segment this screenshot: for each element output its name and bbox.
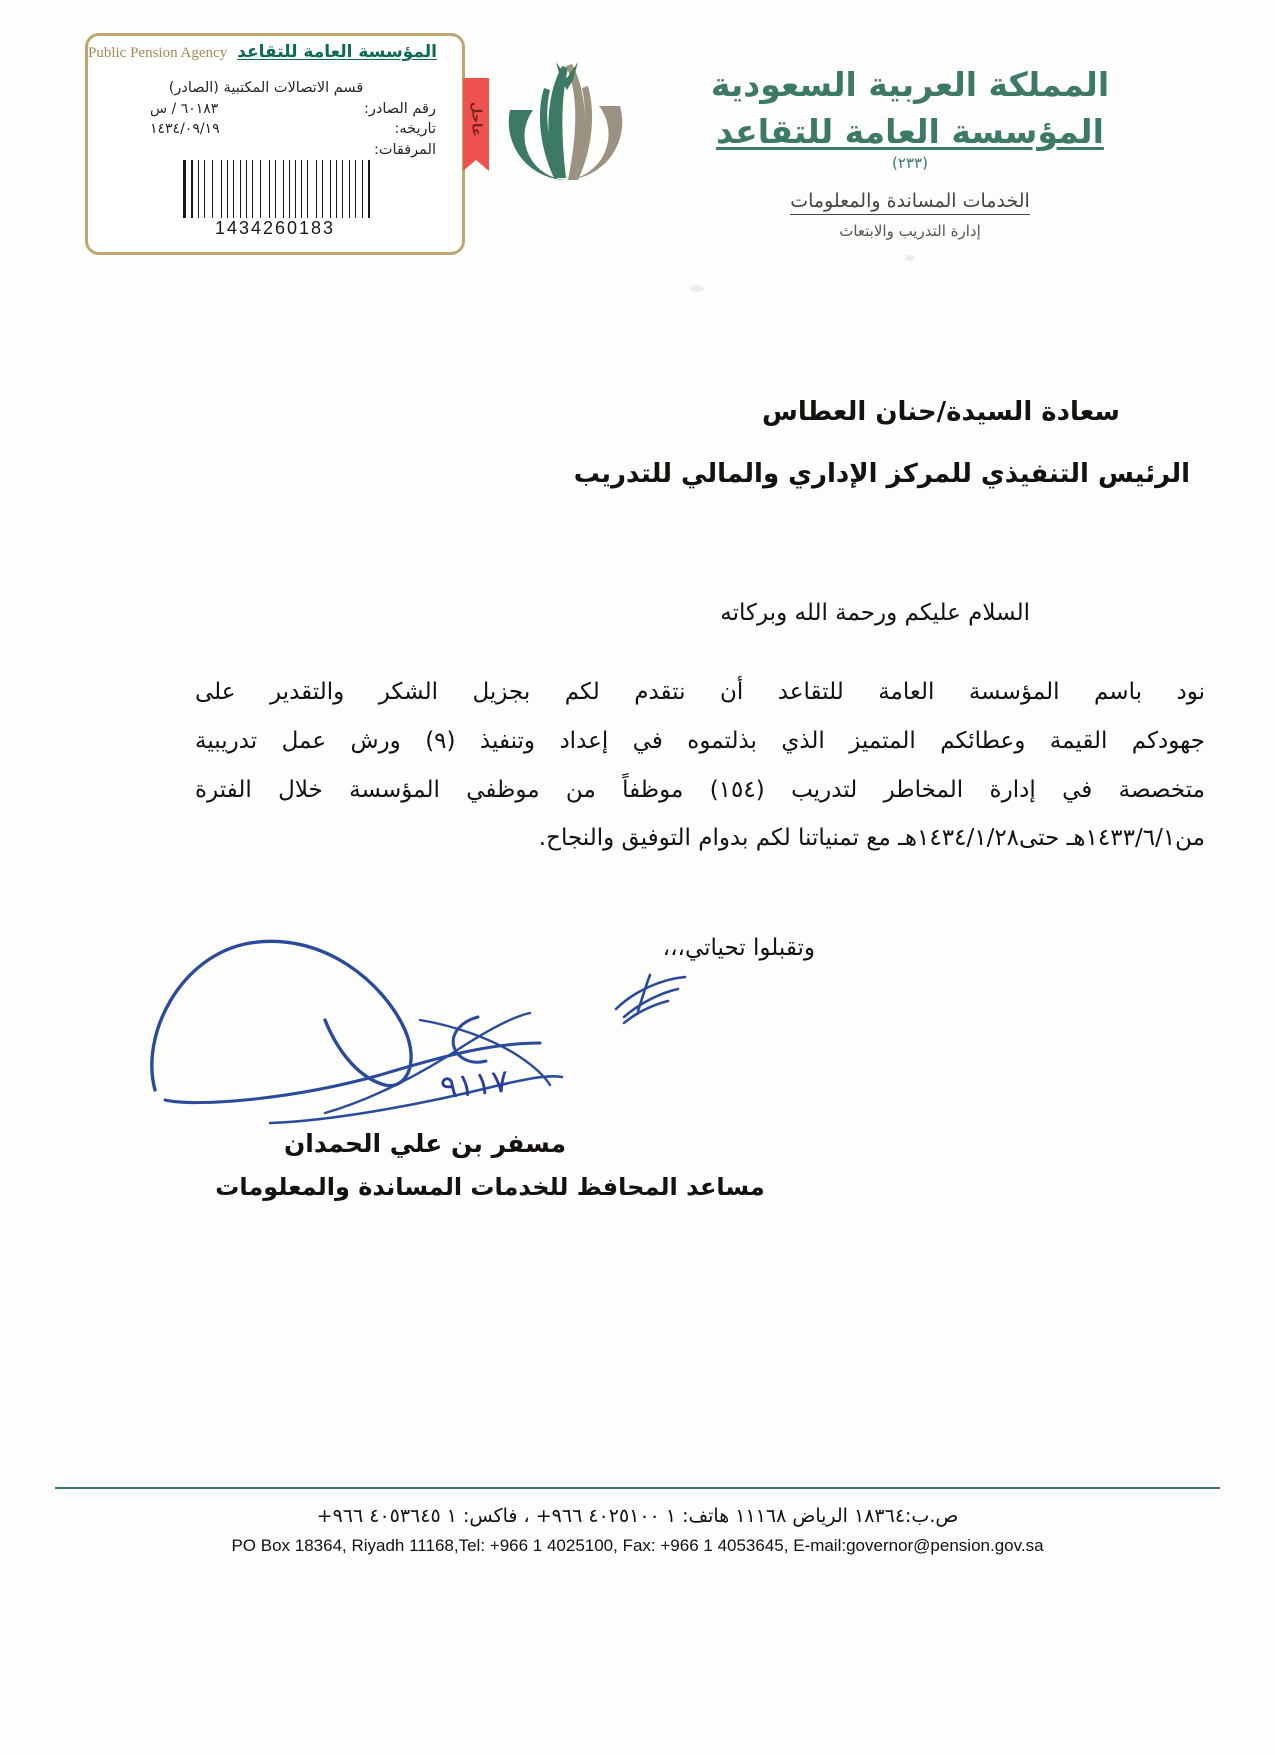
outgoing-mail-stamp xyxy=(85,33,465,255)
recipient-block xyxy=(240,392,1190,495)
stamp-title-arabic: المؤسسة العامة للتقاعد xyxy=(237,42,437,62)
letterhead-sector: الخدمات المساندة والمعلومات xyxy=(790,190,1030,215)
signer-role: مساعد المحافظ للخدمات المساندة والمعلومات xyxy=(215,1172,765,1201)
stamp-outgoing-value: ٦٠١٨٣ / س xyxy=(150,100,219,117)
body-line: متخصصة في إدارة المخاطر لتدريب (١٥٤) موظفاً من موظفي المؤسسة خلال الفترة xyxy=(195,776,1205,803)
stamp-outgoing-row xyxy=(100,99,450,120)
stamp-date-row xyxy=(100,119,450,140)
recipient-name: سعادة السيدة/حنان العطاس xyxy=(761,397,1120,427)
recipient-title: الرئيس التنفيذي للمركز الإداري والمالي للتدريب xyxy=(573,459,1190,490)
body-line: نود باسم المؤسسة العامة للتقاعد أن نتقدم لكم بجزيل الشكر والتقدير على xyxy=(195,679,1205,705)
scan-artifact xyxy=(690,285,704,292)
stamp-title xyxy=(88,42,452,62)
letterhead-department: إدارة التدريب والابتعاث xyxy=(839,221,981,240)
greeting-line: السلام عليكم ورحمة الله وبركاته xyxy=(720,600,1030,626)
handwritten-number: ٩١١٧ xyxy=(438,1062,511,1106)
scan-artifact xyxy=(905,255,915,261)
stamp-outgoing-label: رقم الصادر: xyxy=(364,100,436,117)
wheat-stalk-crescent-logo xyxy=(500,58,630,193)
footer xyxy=(0,1505,1275,1556)
signer-block xyxy=(215,1125,765,1205)
body-line: من١٤٣٣/٦/١هـ حتى١٤٣٤/١/٢٨هـ مع تمنياتنا لكم بدوام التوفيق والنجاح. xyxy=(538,825,1205,852)
urgent-flag-label: عاجل xyxy=(468,101,484,137)
stamp-department: قسم الاتصالات المكتبية (الصادر) xyxy=(168,80,364,96)
closing-salutation: وتقبلوا تحياتي،،، xyxy=(662,935,815,961)
letterhead-country: المملكة العربية السعودية xyxy=(710,65,1110,104)
barcode xyxy=(88,156,462,218)
signature-initial-mark xyxy=(590,965,710,1035)
stamp-title-english: Public Pension Agency xyxy=(88,45,228,61)
letterhead-organization: المؤسسة العامة للتقاعد xyxy=(716,111,1104,151)
body-line: جهودكم القيمة وعطائكم المتميز الذي بذلتموه في إعداد وتنفيذ (٩) ورش عمل تدريبية xyxy=(195,727,1205,754)
stamp-attachments-label: المرفقات: xyxy=(373,142,436,159)
letterhead xyxy=(700,62,1120,240)
stamp-body xyxy=(100,78,450,161)
urgent-flag-tab xyxy=(463,78,489,160)
stamp-date-label: تاريخه: xyxy=(394,121,436,138)
signer-name: مسفر بن علي الحمدان xyxy=(283,1129,567,1158)
barcode-number: 1434260183 xyxy=(214,218,336,238)
footer-arabic-contact: ص.ب:١٨٣٦٤ الرياض ١١١٦٨ هاتف: ١ ٤٠٢٥١٠٠ ٩٦٦+ ، فاكس: ١ ٤٠٥٣٦٤٥ ٩٦٦+ xyxy=(316,1505,959,1527)
footer-divider xyxy=(55,1487,1220,1489)
letterhead-number: (٢٣٣) xyxy=(892,153,928,172)
stamp-date-value: ١٤٣٤/٠٩/١٩ xyxy=(150,121,220,138)
letter-body xyxy=(195,668,1205,863)
footer-english-contact: PO Box 18364, Riyadh 11168,Tel: +966 1 4025100, Fax: +966 1 4053645, E-mail:governor@pension.gov.sa xyxy=(231,1536,1044,1555)
